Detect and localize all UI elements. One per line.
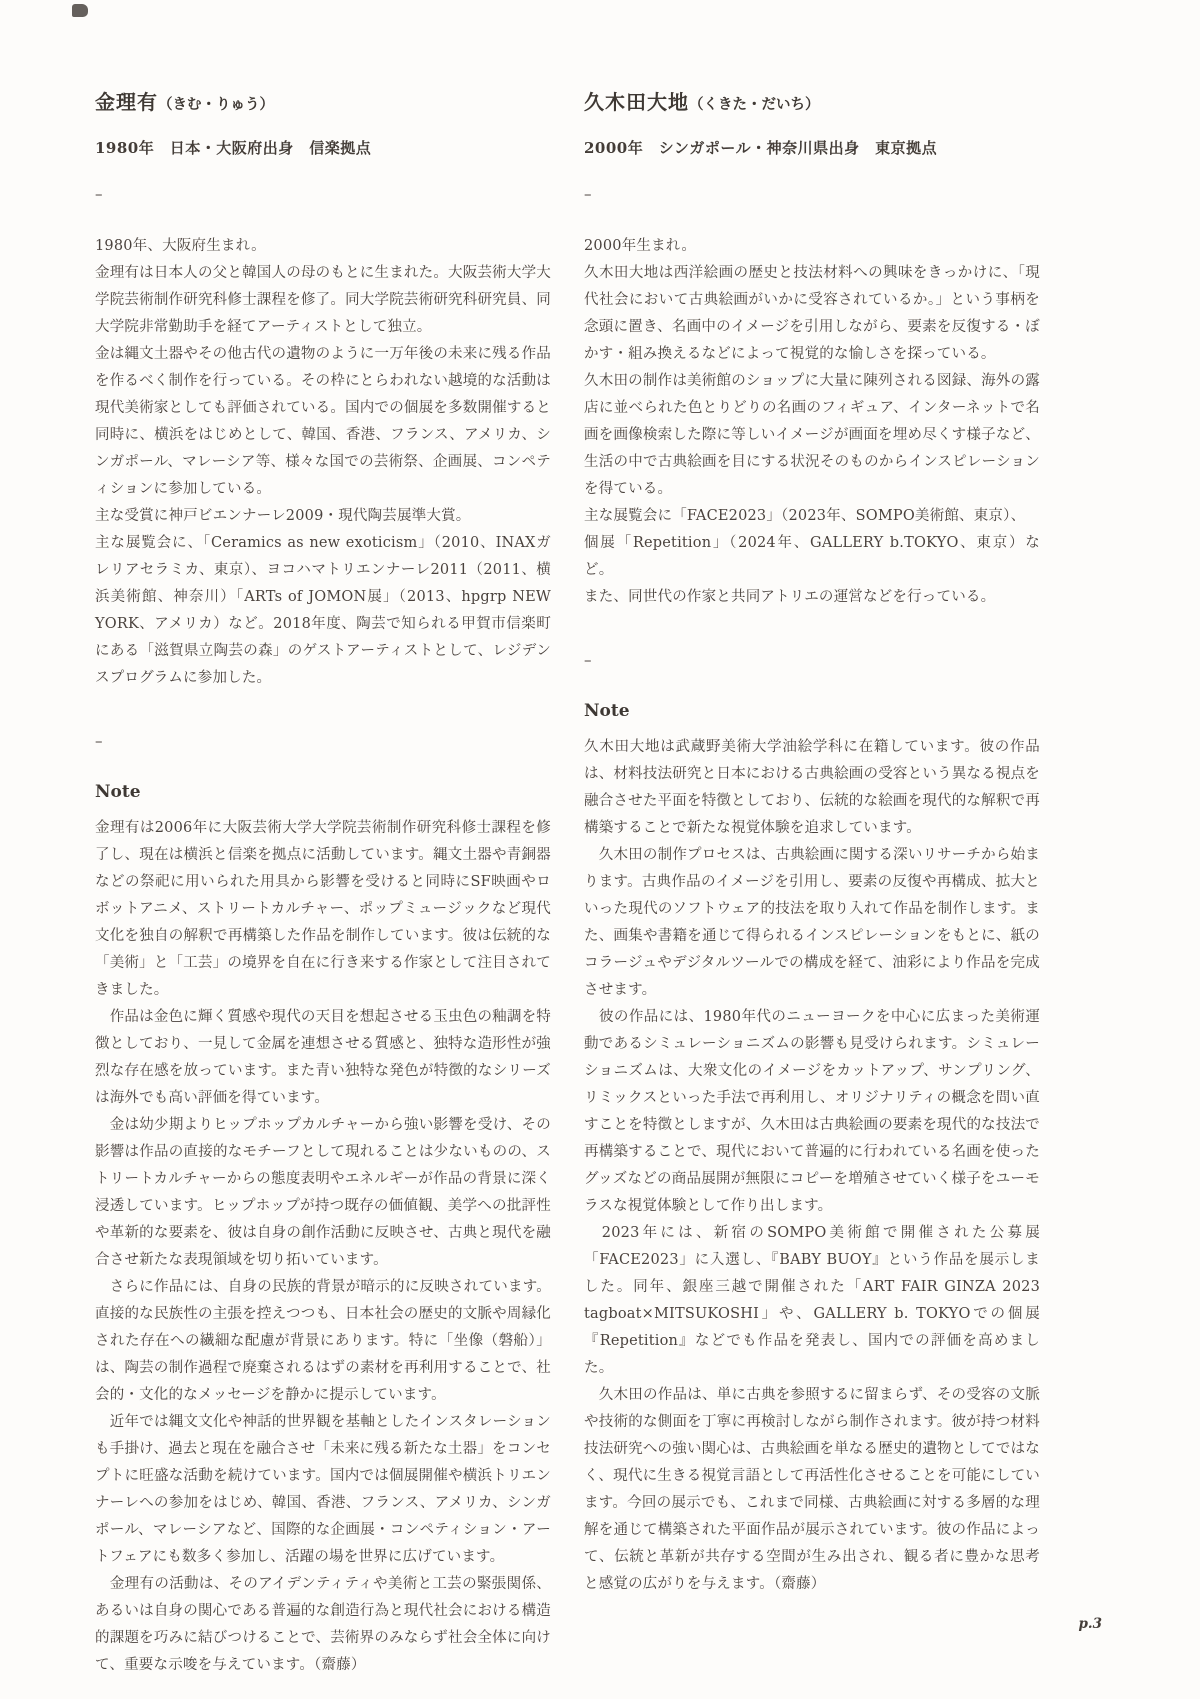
note-paragraph: 彼の作品には、1980年代のニューヨークを中心に広まった美術運動であるシミュレーショニズムの影響も見受けられます。シミュレーショニズムは、大衆文化のイメージをカットアップ、サンプリング、リミックスといった手法で再利用し、オリジナリティの概念を問い直すことを特徴としますが、久木田は古典絵画の要素を現代的な技法で再構築することで、現代において普遍的に行われている名画を使ったグッズなどの商品展開が無限にコピーを増殖させていく様子をユーモラスな視覚体験として作り出します。 — [584, 1009, 1040, 1214]
artist-column-kim-ryu — [95, 86, 551, 1679]
note-paragraph: 金理有は2006年に大阪芸術大学大学院芸術制作研究科修士課程を修了し、現在は横浜と信楽を拠点に活動しています。縄文土器や青銅器などの祭祀に用いられた用具から影響を受けると同時にSF映画やロボットアニメ、ストリートカルチャー、ポップミュージックなど現代文化を独自の解釈で再構築した作品を制作しています。彼は伝統的な「美術」と「工芸」の境界を自在に行き来する作家として注目されてきました。 — [95, 820, 551, 998]
bio-paragraph: 1980年、大阪府生まれ。 — [95, 238, 266, 254]
note-paragraph: 作品は金色に輝く質感や現代の天目を想起させる玉虫色の釉調を特徴としており、一見して金属を連想させる質感と、独特な造形性が強烈な存在感を放っています。また青い独特な発色が特徴的なシリーズは海外でも高い評価を得ています。 — [95, 1009, 551, 1106]
section-divider-dash: – — [584, 185, 592, 203]
note-paragraph: 金理有の活動は、そのアイデンティティや美術と工芸の緊張関係、あるいは自身の関心である普遍的な創造行為と現代社会における構造的課題を巧みに結びつけることで、芸術界のみならず社会全体に向けて、重要な示唆を与えています。（齋藤） — [95, 1576, 551, 1673]
section-divider-dash: – — [584, 651, 592, 669]
artist-name-heading — [95, 86, 551, 115]
note-paragraph: さらに作品には、自身の民族的背景が暗示的に反映されています。直接的な民族性の主張を控えつつも、日本社会の歴史的文脈や周縁化された存在への繊細な配慮が背景にあります。特に「坐像（磐船）」は、陶芸の制作過程で廃棄されるはずの素材を再利用することで、社会的・文化的なメッセージを静かに提示しています。 — [95, 1279, 551, 1403]
section-divider-dash: – — [95, 732, 103, 750]
bio-paragraph: 久木田大地は西洋絵画の歴史と技法材料への興味をきっかけに、「現代社会において古典絵画がいかに受容されているか。」という事柄を念頭に置き、名画中のイメージを引用しながら、要素を反復する・ぼかす・組み換えるなどによって視覚的な愉しさを探っている。 — [584, 265, 1040, 362]
bio-paragraph: 金理有は日本人の父と韓国人の母のもとに生まれた。大阪芸術大学大学院芸術制作研究科修士課程を修了。同大学院芸術研究科研究員、同大学院非常勤助手を経てアーティストとして独立。 — [95, 265, 551, 335]
artist-name: 金理有 — [95, 90, 158, 114]
note-heading: Note — [584, 701, 630, 721]
artist-note — [584, 734, 1040, 1598]
page-number: p.3 — [1078, 1616, 1102, 1632]
artist-name-reading: （きむ・りゅう） — [158, 96, 274, 113]
artist-note — [95, 815, 551, 1679]
note-paragraph: 久木田の制作プロセスは、古典絵画に関する深いリサーチから始まります。古典作品のイメージを引用し、要素の反復や再構成、拡大といった現代のソフトウェア的技法を取り入れて作品を制作します。また、画集や書籍を通じて得られるインスピレーションをもとに、紙のコラージュやデジタルツールでの構成を経て、油彩により作品を完成させます。 — [584, 847, 1040, 998]
bio-paragraph: 主な受賞に神戸ビエンナーレ2009・現代陶芸展準大賞。 — [95, 508, 471, 524]
bio-paragraph: また、同世代の作家と共同アトリエの運営などを行っている。 — [584, 589, 996, 605]
artist-bio — [584, 233, 1040, 611]
bio-paragraph: 2000年生まれ。 — [584, 238, 697, 254]
artist-name-reading: （くきた・だいち） — [689, 96, 820, 113]
bio-paragraph: 久木田の制作は美術館のショップに大量に陳列される図録、海外の露店に並べられた色とりどりの名画のフィギュア、インターネットで名画を画像検索した際に等しいイメージが画面を埋め尽くす様子など、生活の中で古典絵画を目にする状況そのものからインスピレーションを得ている。 — [584, 373, 1040, 497]
artist-profile-line: 1980年 日本・大阪府出身 信楽拠点 — [95, 139, 372, 157]
note-paragraph: 2023年には、新宿のSOMPO美術館で開催された公募展「FACE2023」に入選し、『BABY BUOY』という作品を展示しました。同年、銀座三越で開催された「ART FAIR GINZA 2023 tagboat×MITSUKOSHI」や、GALLERY b. TOKYOでの個展『Repetition』などでも作品を発表し、国内での評価を高めました。 — [584, 1225, 1040, 1376]
bio-paragraph: 主な展覧会に「FACE2023」（2023年、SOMPO美術館、東京）、 — [584, 508, 1026, 524]
artist-name: 久木田大地 — [584, 90, 689, 114]
corner-ink-mark — [72, 4, 88, 17]
bio-paragraph: 金は縄文土器やその他古代の遺物のように一万年後の未来に残る作品を作るべく制作を行っている。その枠にとらわれない越境的な活動は現代美術家としても評価されている。国内での個展を多数開催すると同時に、横浜をはじめとして、韓国、香港、フランス、アメリカ、シンガポール、マレーシア等、様々な国での芸術祭、企画展、コンペティションに参加している。 — [95, 346, 551, 497]
bio-paragraph: 個展「Repetition」（2024年、GALLERY b.TOKYO、東京）など。 — [584, 535, 1040, 578]
note-heading: Note — [95, 782, 141, 802]
note-paragraph: 金は幼少期よりヒップホップカルチャーから強い影響を受け、その影響は作品の直接的なモチーフとして現れることは少ないものの、ストリートカルチャーからの態度表明やエネルギーが作品の背景に深く浸透しています。ヒップホップが持つ既存の価値観、美学への批評性や革新的な要素を、彼は自身の創作活動に反映させ、古典と現代を融合させ新たな表現領域を切り拓いています。 — [95, 1117, 551, 1268]
bio-paragraph: 主な展覧会に、「Ceramics as new exoticism」（2010、INAXガレリアセラミカ、東京）、ヨコハマトリエンナーレ2011（2011、横浜美術館、神奈川）「ARTs of JOMON展」（2013、hpgrp NEW YORK、アメリカ）など。2018年度、陶芸で知られる甲賀市信楽町にある「滋賀県立陶芸の森」のゲストアーティストとして、レジデンスプログラムに参加した。 — [95, 535, 551, 686]
note-paragraph: 久木田の作品は、単に古典を参照するに留まらず、その受容の文脈や技術的な側面を丁寧に再検討しながら制作されます。彼が持つ材料技法研究への強い関心は、古典絵画を単なる歴史的遺物としてではなく、現代に生きる視覚言語として再活性化させることを可能にしています。今回の展示でも、これまで同様、古典絵画に対する多層的な理解を通じて構築された平面作品が展示されています。彼の作品によって、伝統と革新が共存する空間が生み出され、観る者に豊かな思考と感覚の広がりを与えます。（齋藤） — [584, 1387, 1040, 1592]
artist-bio — [95, 233, 551, 692]
note-paragraph: 久木田大地は武蔵野美術大学油絵学科に在籍しています。彼の作品は、材料技法研究と日本における古典絵画の受容という異なる視点を融合させた平面を特徴としており、伝統的な絵画を現代的な解釈で再構築することで新たな視覚体験を追求しています。 — [584, 739, 1040, 836]
artist-profile-line: 2000年 シンガポール・神奈川県出身 東京拠点 — [584, 139, 938, 157]
section-divider-dash: – — [95, 185, 103, 203]
note-paragraph: 近年では縄文文化や神話的世界観を基軸としたインスタレーションも手掛け、過去と現在を融合させ「未来に残る新たな土器」をコンセプトに旺盛な活動を続けています。国内では個展開催や横浜トリエンナーレへの参加をはじめ、韓国、香港、フランス、アメリカ、シンガポール、マレーシアなど、国際的な企画展・コンペティション・アートフェアにも数多く参加し、活躍の場を世界に広げています。 — [95, 1414, 551, 1565]
artist-column-kukita-daichi — [584, 86, 1040, 1598]
artist-name-heading — [584, 86, 1040, 115]
